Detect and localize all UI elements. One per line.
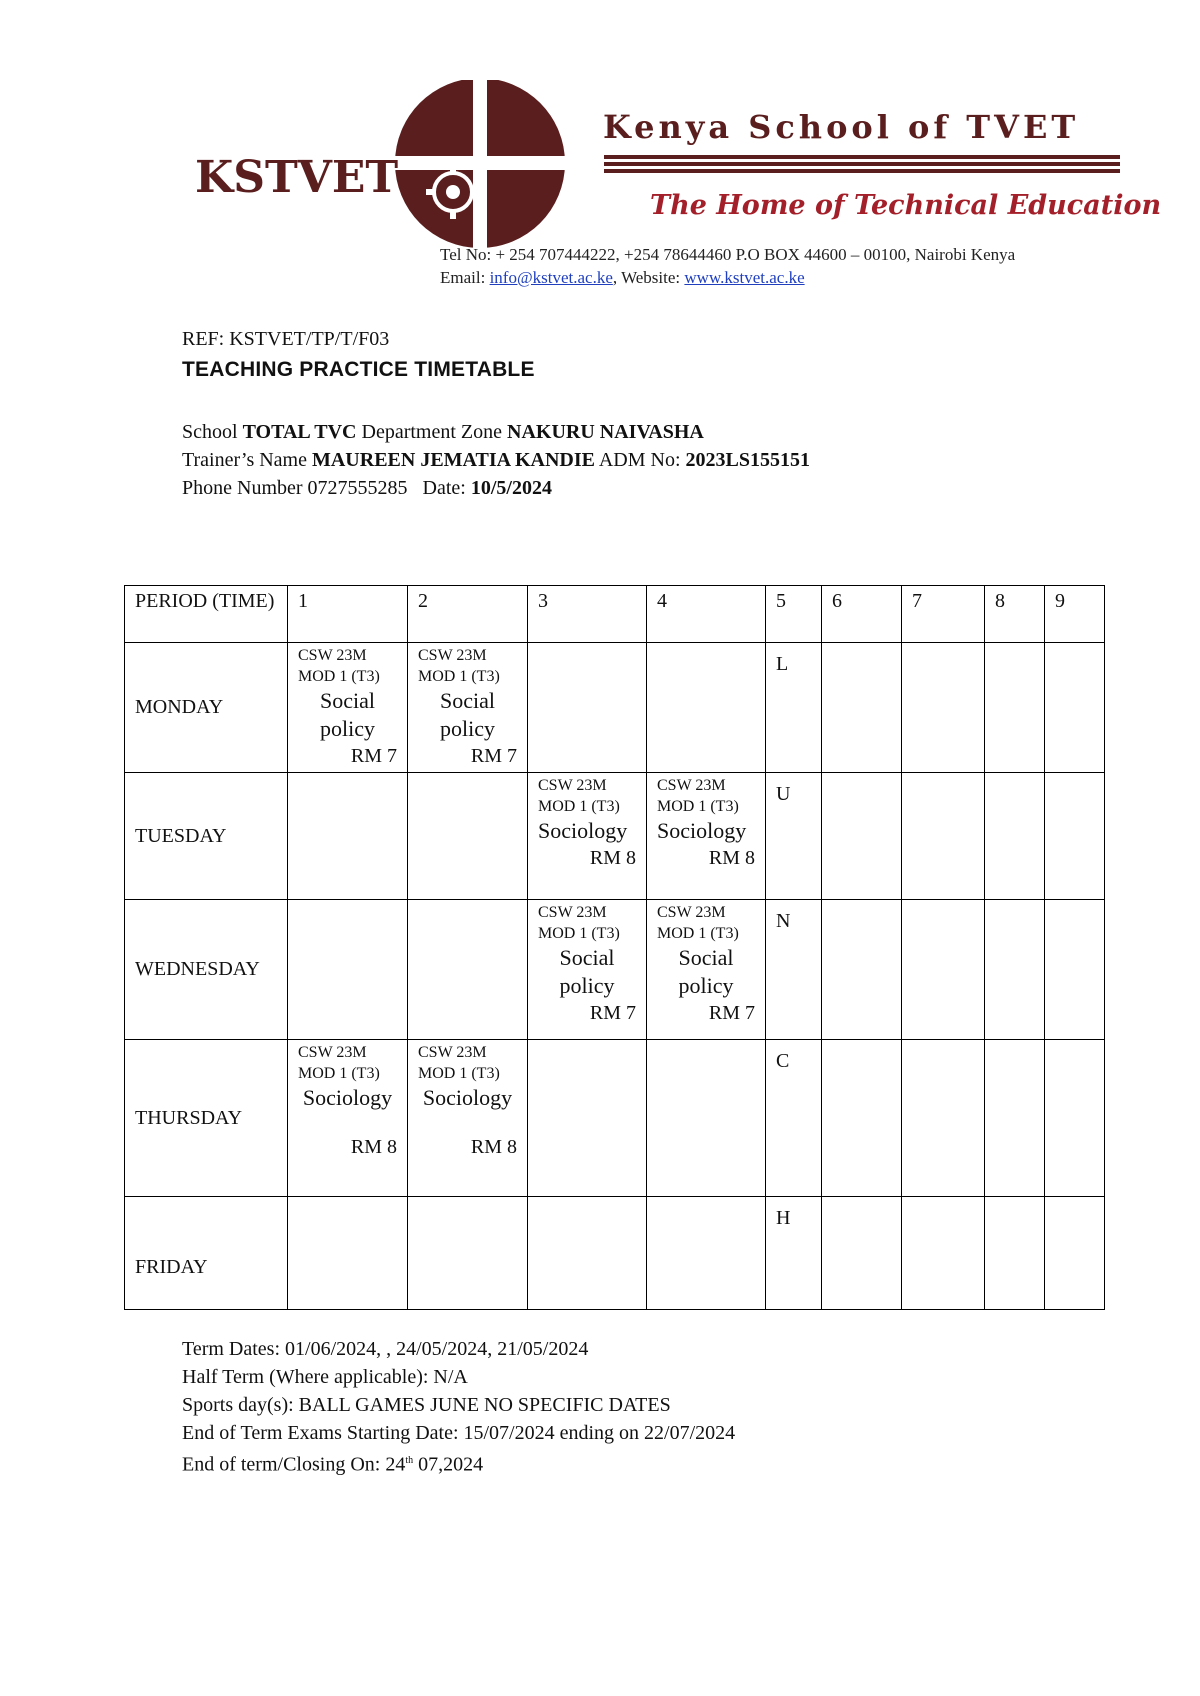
institution-motto: The Home of Technical Education <box>650 190 1162 221</box>
email-line <box>440 266 1015 289</box>
day-wednesday: WEDNESDAY <box>125 900 288 1040</box>
slot-mon-4 <box>647 643 766 773</box>
exam-dates: End of Term Exams Starting Date: 15/07/2024 ending on 22/07/2024 <box>182 1422 736 1444</box>
slot-wed-2 <box>408 900 528 1040</box>
slot-tue-6 <box>822 773 902 900</box>
slot-thu-7 <box>902 1040 985 1197</box>
slot-wed-7 <box>902 900 985 1040</box>
slot-code: CSW 23M MOD 1 (T3) <box>298 1044 380 1082</box>
period-1: 1 <box>288 586 408 643</box>
table-row <box>125 773 1105 900</box>
slot-subject: Social policy <box>678 945 734 998</box>
trainer-line <box>182 446 810 474</box>
trainer-info <box>182 418 810 502</box>
slot-code: CSW 23M MOD 1 (T3) <box>657 904 739 942</box>
closing-date <box>182 1447 735 1479</box>
lunch-letter-l: L <box>766 643 822 773</box>
period-4: 4 <box>647 586 766 643</box>
slot-mon-1 <box>288 643 408 773</box>
slot-tue-3 <box>528 773 647 900</box>
header-row <box>125 586 1105 643</box>
day-thursday: THURSDAY <box>125 1040 288 1197</box>
slot-wed-3 <box>528 900 647 1040</box>
slot-room: RM 7 <box>589 1002 636 1024</box>
slot-fri-6 <box>822 1197 902 1310</box>
date-value: 10/5/2024 <box>470 477 552 499</box>
website-link[interactable]: www.kstvet.ac.ke <box>684 268 805 287</box>
page-title: TEACHING PRACTICE TIMETABLE <box>182 358 535 381</box>
date-label: Date: <box>422 477 471 499</box>
slot-subject: Social policy <box>559 945 615 998</box>
closing-value: 07,2024 <box>413 1453 484 1476</box>
kstvet-logo <box>195 80 615 250</box>
slot-thu-3 <box>528 1040 647 1197</box>
lunch-letter-n: N <box>766 900 822 1040</box>
slot-fri-1 <box>288 1197 408 1310</box>
adm-label: ADM No: <box>594 449 686 471</box>
slot-wed-1 <box>288 900 408 1040</box>
slot-subject: Sociology <box>422 1085 513 1110</box>
slot-room: RM 8 <box>470 1136 517 1158</box>
slot-thu-4 <box>647 1040 766 1197</box>
slot-wed-4 <box>647 900 766 1040</box>
term-notes <box>182 1335 735 1479</box>
phone-line <box>182 474 810 502</box>
slot-room: RM 8 <box>708 847 755 869</box>
slot-tue-4 <box>647 773 766 900</box>
day-friday: FRIDAY <box>125 1197 288 1310</box>
day-monday: MONDAY <box>125 643 288 773</box>
trainer-label: Trainer’s Name <box>182 449 312 471</box>
slot-thu-8 <box>985 1040 1045 1197</box>
period-2: 2 <box>408 586 528 643</box>
reference-number: REF: KSTVET/TP/T/F03 <box>182 328 390 350</box>
table-row <box>125 900 1105 1040</box>
timetable <box>124 585 1105 1310</box>
period-6: 6 <box>822 586 902 643</box>
slot-fri-9 <box>1045 1197 1105 1310</box>
period-5: 5 <box>766 586 822 643</box>
slot-wed-6 <box>822 900 902 1040</box>
slot-subject: Sociology <box>538 818 628 843</box>
table-row <box>125 643 1105 773</box>
contact-block <box>440 243 1015 289</box>
period-7: 7 <box>902 586 985 643</box>
slot-subject: Social policy <box>320 688 375 741</box>
email-label: Email: <box>440 268 490 287</box>
contact-line: Tel No: + 254 707444222, +254 78644460 P.O BOX 44600 – 00100, Nairobi Kenya <box>440 245 1016 264</box>
school-label: School <box>182 421 243 443</box>
slot-room: RM 8 <box>589 847 636 869</box>
slot-room: RM 7 <box>350 745 397 767</box>
period-header: PERIOD (TIME) <box>125 586 288 643</box>
slot-thu-2 <box>408 1040 528 1197</box>
half-term: Half Term (Where applicable): N/A <box>182 1366 468 1388</box>
slot-thu-6 <box>822 1040 902 1197</box>
slot-subject: Sociology <box>302 1085 393 1110</box>
table-row <box>125 1197 1105 1310</box>
slot-code: CSW 23M MOD 1 (T3) <box>418 1044 500 1082</box>
email-link[interactable]: info@kstvet.ac.ke <box>489 268 613 287</box>
table-row <box>125 1040 1105 1197</box>
zone-value: NAKURU NAIVASHA <box>507 421 704 443</box>
slot-mon-2 <box>408 643 528 773</box>
lunch-letter-h: H <box>766 1197 822 1310</box>
slot-subject: Social policy <box>440 688 495 741</box>
slot-tue-1 <box>288 773 408 900</box>
zone-label: Department Zone <box>356 421 507 443</box>
trainer-value: MAUREEN JEMATIA KANDIE <box>311 449 595 471</box>
slot-wed-9 <box>1045 900 1105 1040</box>
website-label: , Website: <box>612 268 685 287</box>
slot-room: RM 8 <box>350 1136 397 1158</box>
logo-wordmark: KSTVET <box>195 152 399 203</box>
day-tuesday: TUESDAY <box>125 773 288 900</box>
slot-code: CSW 23M MOD 1 (T3) <box>657 777 739 815</box>
sports-days: Sports day(s): BALL GAMES JUNE NO SPECIFIC DATES <box>182 1394 671 1416</box>
school-line <box>182 418 810 446</box>
slot-room: RM 7 <box>708 1002 755 1024</box>
slot-fri-3 <box>528 1197 647 1310</box>
slot-code: CSW 23M MOD 1 (T3) <box>538 904 620 942</box>
slot-code: CSW 23M MOD 1 (T3) <box>538 777 620 815</box>
slot-mon-7 <box>902 643 985 773</box>
institution-name: Kenya School of TVET <box>603 108 1080 146</box>
period-9: 9 <box>1045 586 1105 643</box>
closing-label: End of term/Closing On: 24 <box>182 1453 406 1476</box>
slot-thu-1 <box>288 1040 408 1197</box>
slot-room: RM 7 <box>470 745 517 767</box>
slot-tue-7 <box>902 773 985 900</box>
slot-mon-3 <box>528 643 647 773</box>
letterhead <box>0 0 1200 300</box>
term-dates: Term Dates: 01/06/2024, , 24/05/2024, 21/05/2024 <box>182 1338 589 1360</box>
slot-fri-8 <box>985 1197 1045 1310</box>
slot-code: CSW 23M MOD 1 (T3) <box>418 647 500 685</box>
slot-thu-9 <box>1045 1040 1105 1197</box>
slot-fri-4 <box>647 1197 766 1310</box>
lunch-letter-u: U <box>766 773 822 900</box>
slot-code: CSW 23M MOD 1 (T3) <box>298 647 380 685</box>
slot-fri-2 <box>408 1197 528 1310</box>
slot-wed-8 <box>985 900 1045 1040</box>
lunch-letter-c: C <box>766 1040 822 1197</box>
adm-value: 2023LS155151 <box>685 449 811 471</box>
slot-fri-7 <box>902 1197 985 1310</box>
slot-mon-8 <box>985 643 1045 773</box>
slot-tue-2 <box>408 773 528 900</box>
slot-mon-9 <box>1045 643 1105 773</box>
header-rules <box>604 155 1120 176</box>
slot-tue-8 <box>985 773 1045 900</box>
slot-subject: Sociology <box>657 818 747 843</box>
phone-label: Phone Number 0727555285 <box>182 477 408 499</box>
slot-mon-6 <box>822 643 902 773</box>
period-8: 8 <box>985 586 1045 643</box>
period-3: 3 <box>528 586 647 643</box>
slot-tue-9 <box>1045 773 1105 900</box>
school-value: TOTAL TVC <box>242 421 357 443</box>
closing-suffix: th <box>405 1455 414 1466</box>
